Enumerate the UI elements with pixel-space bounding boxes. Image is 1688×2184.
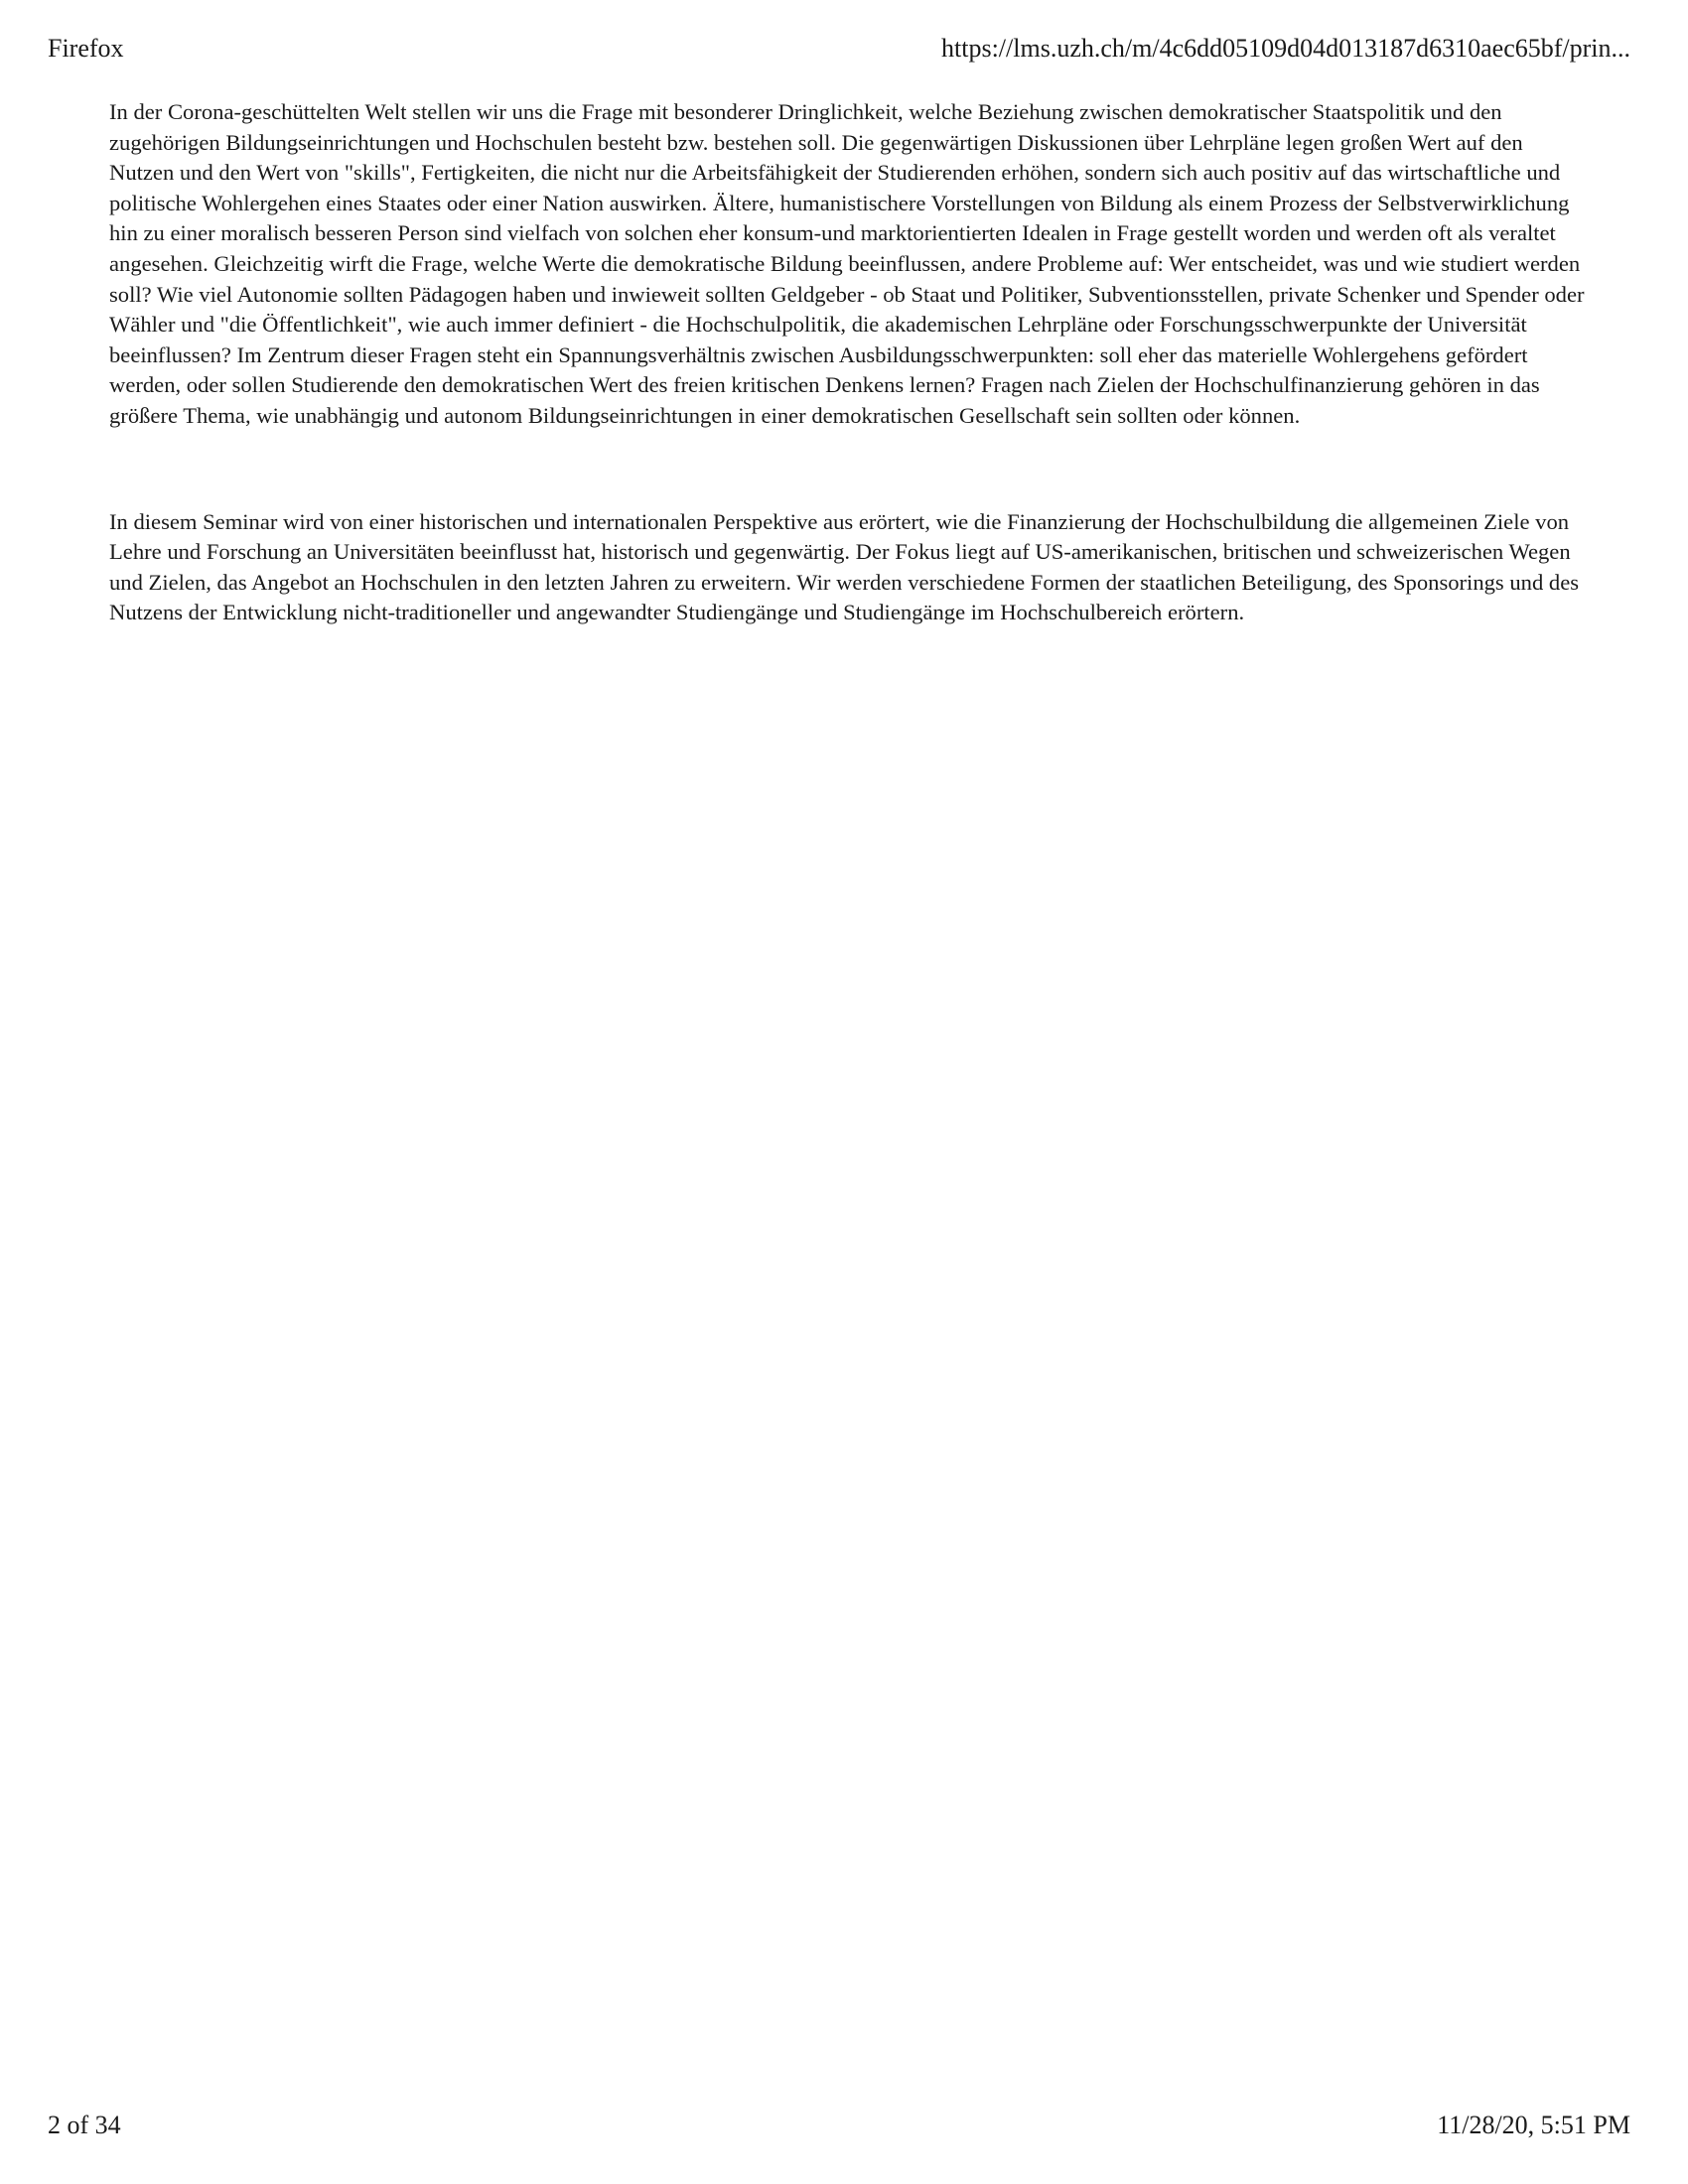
print-footer <box>48 2111 1630 2146</box>
paragraph-seminar: In diesem Seminar wird von einer historischen und internationalen Perspektive aus erörtert, wie die Finanzierung der Hochschulbildung die allgemeinen Ziele von Lehre und Forschung an Universitäten beeinflusst hat, historisch und gegenwärtig. Der Fokus liegt auf US-amerikanischen, britischen und schweizerischen Wegen und Zielen, das Angebot an Hochschulen in den letzten Jahren zu erweitern. Wir werden verschiedene Formen der staatlichen Beteiligung, des Sponsorings und des Nutzens der Entwicklung nicht-traditioneller und angewandter Studiengänge und Studiengänge im Hochschulbereich erörtern. <box>109 508 1580 625</box>
print-timestamp: 11/28/20, 5:51 PM <box>1437 2111 1630 2139</box>
page-url: https://lms.uzh.ch/m/4c6dd05109d04d013187d6310aec65bf/prin... <box>941 34 1630 63</box>
browser-name: Firefox <box>48 34 124 63</box>
print-header <box>48 34 1630 69</box>
page-indicator: 2 of 34 <box>48 2111 121 2139</box>
paragraph-intro: In der Corona-geschüttelten Welt stellen wir uns die Frage mit besonderer Dringlichkeit, welche Beziehung zwischen demokratischer Staatspolitik und den zugehörigen Bildungseinrichtungen und Hochschulen besteht bzw. bestehen soll. Die gegenwärtigen Diskussionen über Lehrpläne legen großen Wert auf den Nutzen und den Wert von "skills", Fertigkeiten, die nicht nur die Arbeitsfähigkeit der Studierenden erhöhen, sondern sich auch positiv auf das wirtschaftliche und politische Wohlergehen eines Staates oder einer Nation auswirken. Ältere, humanistischere Vorstellungen von Bildung als einem Prozess der Selbstverwirklichung hin zu einer moralisch besseren Person sind vielfach von solchen eher konsum-und marktorientierten Idealen in Frage gestellt worden und werden oft als veraltet angesehen. Gleichzeitig wirft die Frage, welche Werte die demokratische Bildung beeinflussen, andere Probleme auf: Wer entscheidet, was und wie studiert werden soll? Wie viel Autonomie sollten Pädagogen haben und inwieweit sollten Geldgeber - ob Staat und Politiker, Subventionsstellen, private Schenker und Spender oder Wähler und "die Öffentlichkeit", wie auch immer definiert - die Hochschulpolitik, die akademischen Lehrpläne oder Forschungsschwerpunkte der Universität beeinflussen? Im Zentrum dieser Fragen steht ein Spannungsverhältnis zwischen Ausbildungsschwerpunkten: soll eher das materielle Wohlergehens gefördert werden, oder sollen Studierende den demokratischen Wert des freien kritischen Denkens lernen? Fragen nach Zielen der Hochschulfinanzierung gehören in das größere Thema, wie unabhängig und autonom Bildungseinrichtungen in einer demokratischen Gesellschaft sein sollten oder können. <box>109 99 1585 428</box>
document-body <box>109 97 1589 628</box>
